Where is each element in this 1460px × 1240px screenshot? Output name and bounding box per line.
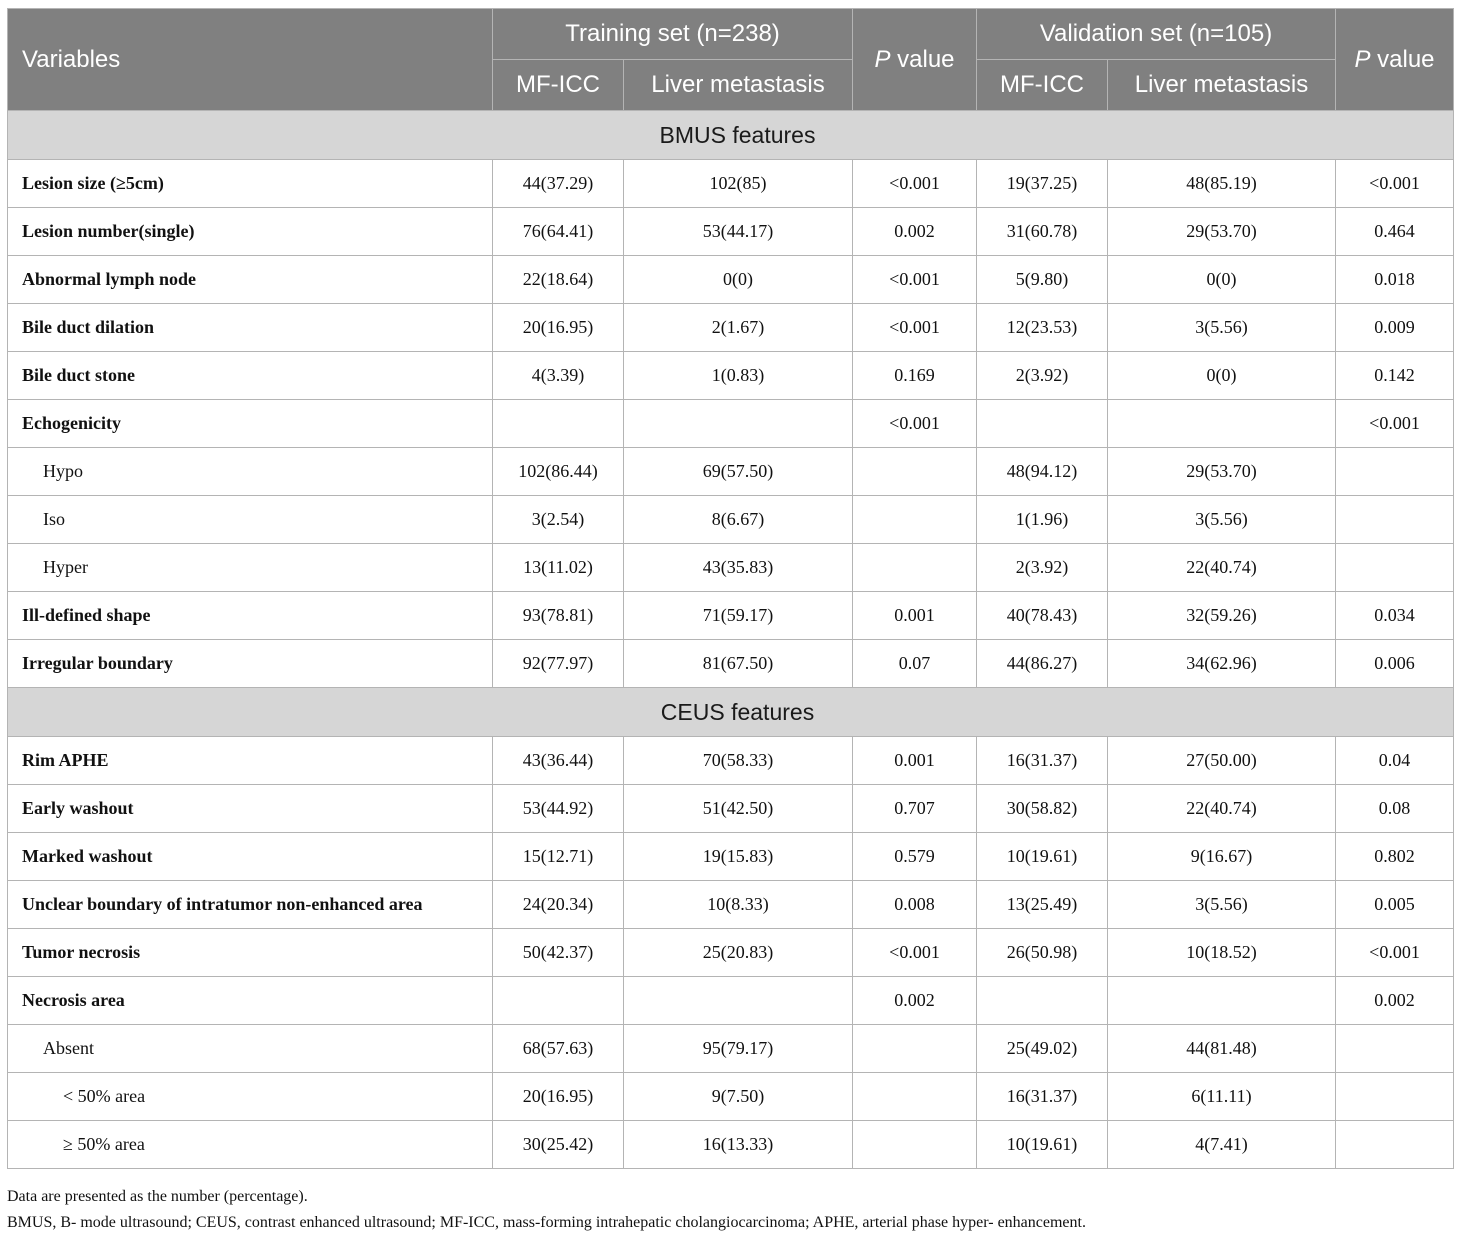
cell-validation-p-value: 0.142 [1336,352,1454,400]
section-row [8,688,1454,737]
cell-validation-liver-metastasis: 22(40.74) [1108,544,1336,592]
table-row [8,352,1454,400]
cell-training-mf-icc: 92(77.97) [493,640,624,688]
cell-training-liver-metastasis: 25(20.83) [624,929,853,977]
cell-validation-mf-icc: 31(60.78) [977,208,1108,256]
cell-training-liver-metastasis: 95(79.17) [624,1025,853,1073]
cell-validation-mf-icc: 10(19.61) [977,1121,1108,1169]
row-label: Echogenicity [8,400,493,448]
cell-training-mf-icc [493,977,624,1025]
cell-validation-mf-icc: 16(31.37) [977,737,1108,785]
header-validation-set: Validation set (n=105) [977,9,1336,60]
cell-training-p-value [853,544,977,592]
row-label: Rim APHE [8,737,493,785]
cell-validation-liver-metastasis: 0(0) [1108,256,1336,304]
row-label: Irregular boundary [8,640,493,688]
cell-validation-mf-icc: 1(1.96) [977,496,1108,544]
cell-training-liver-metastasis: 43(35.83) [624,544,853,592]
cell-training-mf-icc: 3(2.54) [493,496,624,544]
cell-validation-liver-metastasis: 27(50.00) [1108,737,1336,785]
cell-training-mf-icc: 30(25.42) [493,1121,624,1169]
cell-training-p-value: <0.001 [853,929,977,977]
cell-validation-mf-icc: 26(50.98) [977,929,1108,977]
cell-training-p-value: 0.579 [853,833,977,881]
header-p-value-training: P value [853,9,977,111]
row-label: Tumor necrosis [8,929,493,977]
cell-validation-p-value [1336,1025,1454,1073]
cell-training-p-value: 0.008 [853,881,977,929]
cell-validation-mf-icc [977,977,1108,1025]
cell-validation-mf-icc: 40(78.43) [977,592,1108,640]
header-training-set: Training set (n=238) [493,9,853,60]
cell-training-p-value: 0.07 [853,640,977,688]
header-variables: Variables [8,9,493,111]
row-label: Necrosis area [8,977,493,1025]
cell-training-p-value: <0.001 [853,304,977,352]
table-row [8,785,1454,833]
cell-training-mf-icc [493,400,624,448]
cell-training-p-value [853,448,977,496]
cell-training-mf-icc: 44(37.29) [493,160,624,208]
cell-training-liver-metastasis: 16(13.33) [624,1121,853,1169]
cell-validation-liver-metastasis: 0(0) [1108,352,1336,400]
note-line-1: Data are presented as the number (percentage). [7,1188,308,1205]
cell-training-p-value: 0.001 [853,592,977,640]
cell-validation-mf-icc: 48(94.12) [977,448,1108,496]
cell-training-p-value [853,1025,977,1073]
cell-validation-liver-metastasis: 44(81.48) [1108,1025,1336,1073]
table-row [8,400,1454,448]
cell-validation-liver-metastasis: 6(11.11) [1108,1073,1336,1121]
cell-validation-p-value: 0.034 [1336,592,1454,640]
cell-validation-liver-metastasis: 34(62.96) [1108,640,1336,688]
cell-validation-mf-icc [977,400,1108,448]
cell-validation-p-value [1336,448,1454,496]
cell-training-p-value [853,496,977,544]
cell-validation-mf-icc: 19(37.25) [977,160,1108,208]
cell-validation-p-value: 0.006 [1336,640,1454,688]
cell-training-liver-metastasis: 9(7.50) [624,1073,853,1121]
table-row [8,1121,1454,1169]
cell-validation-p-value: 0.802 [1336,833,1454,881]
row-label: Hyper [8,544,493,592]
cell-validation-mf-icc: 2(3.92) [977,544,1108,592]
cell-training-p-value [853,1121,977,1169]
table-row [8,304,1454,352]
cell-training-liver-metastasis: 1(0.83) [624,352,853,400]
cell-validation-p-value: 0.009 [1336,304,1454,352]
row-label: Unclear boundary of intratumor non-enhanced area [8,881,493,929]
cell-training-mf-icc: 4(3.39) [493,352,624,400]
cell-validation-mf-icc: 13(25.49) [977,881,1108,929]
table-row [8,1073,1454,1121]
cell-training-mf-icc: 50(42.37) [493,929,624,977]
cell-validation-p-value: <0.001 [1336,160,1454,208]
cell-validation-p-value [1336,544,1454,592]
table-row [8,977,1454,1025]
cell-validation-p-value: 0.464 [1336,208,1454,256]
cell-validation-liver-metastasis: 3(5.56) [1108,304,1336,352]
row-label: Iso [8,496,493,544]
cell-training-liver-metastasis: 51(42.50) [624,785,853,833]
cell-training-mf-icc: 22(18.64) [493,256,624,304]
note-line-2: BMUS, B- mode ultrasound; CEUS, contrast enhanced ultrasound; MF-ICC, mass-forming intrahepatic cholangiocarcinoma; APHE, arterial phase hyper- enhancement. [7,1214,1086,1231]
cell-validation-liver-metastasis: 29(53.70) [1108,208,1336,256]
table-row [8,256,1454,304]
cell-training-liver-metastasis: 81(67.50) [624,640,853,688]
cell-training-p-value: <0.001 [853,256,977,304]
comparison-table [7,8,1454,1169]
cell-training-mf-icc: 102(86.44) [493,448,624,496]
cell-training-p-value: 0.001 [853,737,977,785]
cell-validation-p-value: <0.001 [1336,929,1454,977]
cell-training-liver-metastasis: 19(15.83) [624,833,853,881]
cell-validation-liver-metastasis [1108,977,1336,1025]
row-label: < 50% area [8,1073,493,1121]
header-mf-icc-validation: MF-ICC [977,60,1108,111]
cell-validation-liver-metastasis: 32(59.26) [1108,592,1336,640]
row-label: Lesion size (≥5cm) [8,160,493,208]
cell-training-liver-metastasis: 0(0) [624,256,853,304]
cell-training-p-value: <0.001 [853,400,977,448]
cell-validation-p-value: 0.018 [1336,256,1454,304]
cell-training-mf-icc: 53(44.92) [493,785,624,833]
cell-training-liver-metastasis: 102(85) [624,160,853,208]
cell-validation-p-value: 0.08 [1336,785,1454,833]
cell-training-mf-icc: 13(11.02) [493,544,624,592]
row-label: Bile duct dilation [8,304,493,352]
cell-training-mf-icc: 93(78.81) [493,592,624,640]
cell-training-liver-metastasis: 70(58.33) [624,737,853,785]
cell-validation-liver-metastasis: 22(40.74) [1108,785,1336,833]
cell-training-mf-icc: 20(16.95) [493,304,624,352]
table-header [8,9,1454,111]
cell-training-liver-metastasis: 69(57.50) [624,448,853,496]
cell-training-mf-icc: 15(12.71) [493,833,624,881]
section-row [8,111,1454,160]
header-liver-metastasis-training: Liver metastasis [624,60,853,111]
cell-validation-mf-icc: 30(58.82) [977,785,1108,833]
cell-training-p-value [853,1073,977,1121]
cell-validation-liver-metastasis: 48(85.19) [1108,160,1336,208]
table-row [8,833,1454,881]
row-label: Absent [8,1025,493,1073]
cell-training-p-value: <0.001 [853,160,977,208]
cell-training-p-value: 0.002 [853,208,977,256]
cell-validation-mf-icc: 12(23.53) [977,304,1108,352]
cell-training-p-value: 0.707 [853,785,977,833]
cell-training-liver-metastasis [624,977,853,1025]
cell-training-mf-icc: 43(36.44) [493,737,624,785]
row-label: ≥ 50% area [8,1121,493,1169]
table-row [8,208,1454,256]
table-row [8,160,1454,208]
cell-training-liver-metastasis: 10(8.33) [624,881,853,929]
cell-validation-mf-icc: 2(3.92) [977,352,1108,400]
cell-training-p-value: 0.002 [853,977,977,1025]
cell-validation-liver-metastasis [1108,400,1336,448]
cell-validation-p-value [1336,1121,1454,1169]
table-row [8,448,1454,496]
row-label: Hypo [8,448,493,496]
table-body [8,111,1454,1169]
cell-training-mf-icc: 76(64.41) [493,208,624,256]
cell-validation-p-value: 0.04 [1336,737,1454,785]
table-row [8,592,1454,640]
cell-validation-mf-icc: 5(9.80) [977,256,1108,304]
cell-validation-mf-icc: 10(19.61) [977,833,1108,881]
header-p-value-validation: P value [1336,9,1454,111]
cell-training-liver-metastasis [624,400,853,448]
cell-training-p-value: 0.169 [853,352,977,400]
table-row [8,640,1454,688]
cell-validation-mf-icc: 16(31.37) [977,1073,1108,1121]
section-title: BMUS features [8,111,1454,160]
table-notes [7,1184,1086,1236]
cell-validation-liver-metastasis: 3(5.56) [1108,496,1336,544]
table-row [8,1025,1454,1073]
row-label: Bile duct stone [8,352,493,400]
header-liver-metastasis-validation: Liver metastasis [1108,60,1336,111]
section-title: CEUS features [8,688,1454,737]
row-label: Lesion number(single) [8,208,493,256]
cell-training-liver-metastasis: 8(6.67) [624,496,853,544]
cell-validation-p-value: <0.001 [1336,400,1454,448]
cell-validation-liver-metastasis: 10(18.52) [1108,929,1336,977]
cell-validation-p-value [1336,496,1454,544]
cell-validation-p-value: 0.005 [1336,881,1454,929]
cell-training-liver-metastasis: 53(44.17) [624,208,853,256]
cell-validation-mf-icc: 44(86.27) [977,640,1108,688]
cell-validation-mf-icc: 25(49.02) [977,1025,1108,1073]
table-row [8,929,1454,977]
table-row [8,737,1454,785]
row-label: Abnormal lymph node [8,256,493,304]
cell-training-mf-icc: 24(20.34) [493,881,624,929]
cell-validation-liver-metastasis: 9(16.67) [1108,833,1336,881]
row-label: Ill-defined shape [8,592,493,640]
cell-training-mf-icc: 68(57.63) [493,1025,624,1073]
cell-training-liver-metastasis: 2(1.67) [624,304,853,352]
table-row [8,496,1454,544]
cell-validation-p-value: 0.002 [1336,977,1454,1025]
header-mf-icc-training: MF-ICC [493,60,624,111]
cell-training-liver-metastasis: 71(59.17) [624,592,853,640]
table-row [8,544,1454,592]
cell-validation-liver-metastasis: 29(53.70) [1108,448,1336,496]
row-label: Early washout [8,785,493,833]
table-row [8,881,1454,929]
cell-training-mf-icc: 20(16.95) [493,1073,624,1121]
cell-validation-p-value [1336,1073,1454,1121]
row-label: Marked washout [8,833,493,881]
cell-validation-liver-metastasis: 3(5.56) [1108,881,1336,929]
cell-validation-liver-metastasis: 4(7.41) [1108,1121,1336,1169]
